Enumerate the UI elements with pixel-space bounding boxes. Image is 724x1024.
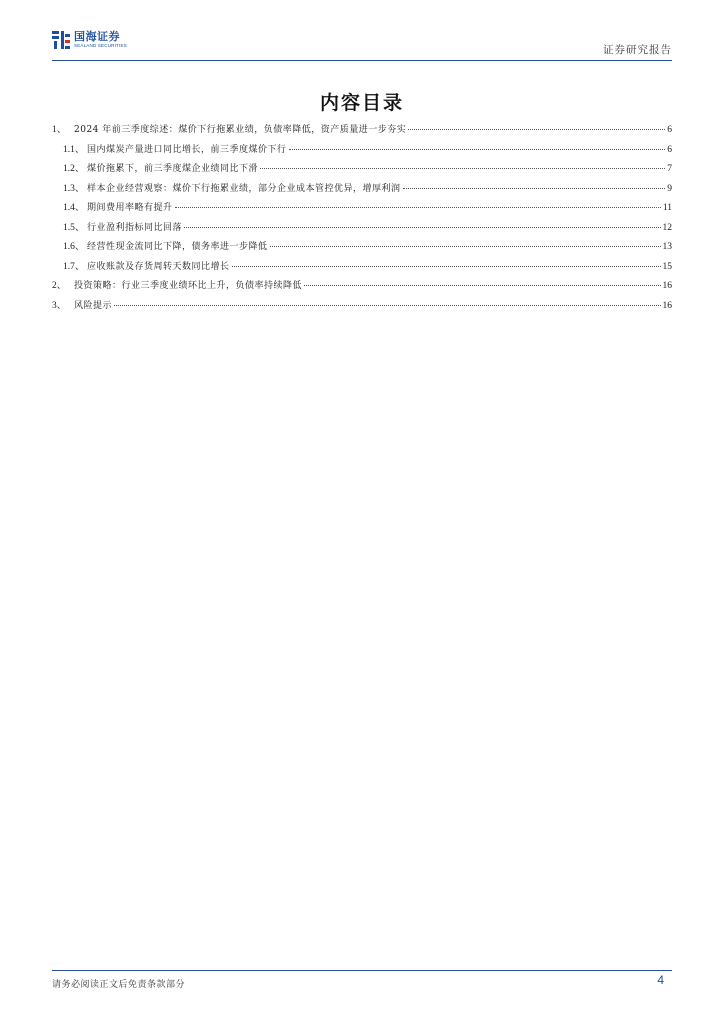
toc-entry[interactable] (52, 297, 672, 317)
toc-entry-number: 1.6、 (63, 242, 85, 252)
page-header (52, 30, 672, 58)
toc-entry-label[interactable]: 国内煤炭产量进口同比增长，前三季度煤价下行 (87, 144, 287, 155)
toc-entry-number: 1、 (52, 125, 67, 135)
toc-entry-number: 1.5、 (63, 222, 85, 233)
toc-dot-leader (114, 305, 660, 306)
toc-dot-leader (270, 246, 661, 247)
logo-english-name: SEALAND SECURITIES (74, 43, 127, 48)
toc-entry-label[interactable]: 煤价拖累下，前三季度煤企业绩同比下滑 (87, 164, 259, 174)
toc-dot-leader (184, 227, 660, 228)
toc-entry[interactable] (52, 277, 672, 297)
toc-entry-number: 1.1、 (63, 144, 85, 155)
toc-entry[interactable] (52, 160, 672, 180)
toc-entry-label[interactable]: 样本企业经营观察：煤价下行拖累业绩，部分企业成本管控优异，增厚利润 (87, 183, 401, 194)
toc-entry[interactable] (52, 258, 672, 278)
company-logo (52, 30, 127, 49)
toc-entry-number: 1.3、 (63, 183, 85, 194)
toc-entry-number: 2、 (52, 281, 67, 291)
toc-entry[interactable] (52, 238, 672, 258)
toc-entry-number: 1.7、 (63, 261, 85, 272)
table-of-contents (52, 121, 672, 316)
footer-disclaimer: 请务必阅读正文后免责条款部分 (52, 980, 186, 990)
toc-entry[interactable] (52, 219, 672, 239)
toc-entry[interactable] (52, 141, 672, 161)
toc-entry-number: 3、 (52, 300, 67, 311)
page-number: 4 (657, 973, 664, 987)
toc-entry-page[interactable]: 15 (662, 261, 672, 272)
report-type-label: 证券研究报告 (603, 44, 672, 56)
toc-entry-page[interactable]: 6 (667, 125, 672, 135)
toc-entry-page[interactable]: 9 (667, 183, 672, 194)
logo-chinese-name: 国海证券 (74, 30, 120, 43)
footer-divider (52, 970, 672, 971)
toc-entry-page[interactable]: 11 (662, 203, 672, 213)
toc-dot-leader (232, 266, 661, 267)
toc-dot-leader (175, 207, 661, 208)
toc-dot-leader (260, 168, 665, 169)
toc-entry-label[interactable]: 经营性现金流同比下降，债务率进一步降低 (87, 242, 268, 252)
toc-entry-page[interactable]: 16 (662, 281, 672, 291)
toc-entry-page[interactable]: 13 (662, 242, 672, 252)
toc-entry-page[interactable]: 16 (662, 300, 672, 311)
toc-entry-number: 1.4、 (63, 203, 85, 213)
toc-entry-page[interactable]: 7 (667, 164, 672, 174)
toc-entry-label[interactable]: 行业盈利指标同比回落 (87, 222, 183, 233)
toc-entry-label[interactable]: 投资策略：行业三季度业绩环比上升，负债率持续降低 (74, 281, 303, 291)
toc-entry-page[interactable]: 12 (662, 222, 672, 233)
toc-entry[interactable] (52, 121, 672, 141)
toc-entry-page[interactable]: 6 (667, 144, 672, 155)
header-divider (52, 60, 672, 61)
toc-entry[interactable] (52, 199, 672, 219)
toc-entry-label[interactable]: 风险提示 (74, 300, 113, 311)
toc-dot-leader (289, 149, 666, 150)
toc-title: 内容目录 (319, 92, 404, 114)
toc-dot-leader (304, 285, 660, 286)
sealand-logo-icon (52, 31, 70, 49)
toc-dot-leader (408, 129, 665, 130)
toc-entry[interactable] (52, 180, 672, 200)
toc-dot-leader (403, 188, 666, 189)
toc-entry-label[interactable]: 期间费用率略有提升 (87, 203, 173, 213)
toc-entry-number: 1.2、 (63, 164, 85, 174)
toc-entry-label[interactable]: 应收账款及存货周转天数同比增长 (87, 261, 230, 272)
toc-entry-label[interactable]: 2024 年前三季度综述：煤价下行拖累业绩，负债率降低，资产质量进一步夯实 (74, 125, 407, 135)
